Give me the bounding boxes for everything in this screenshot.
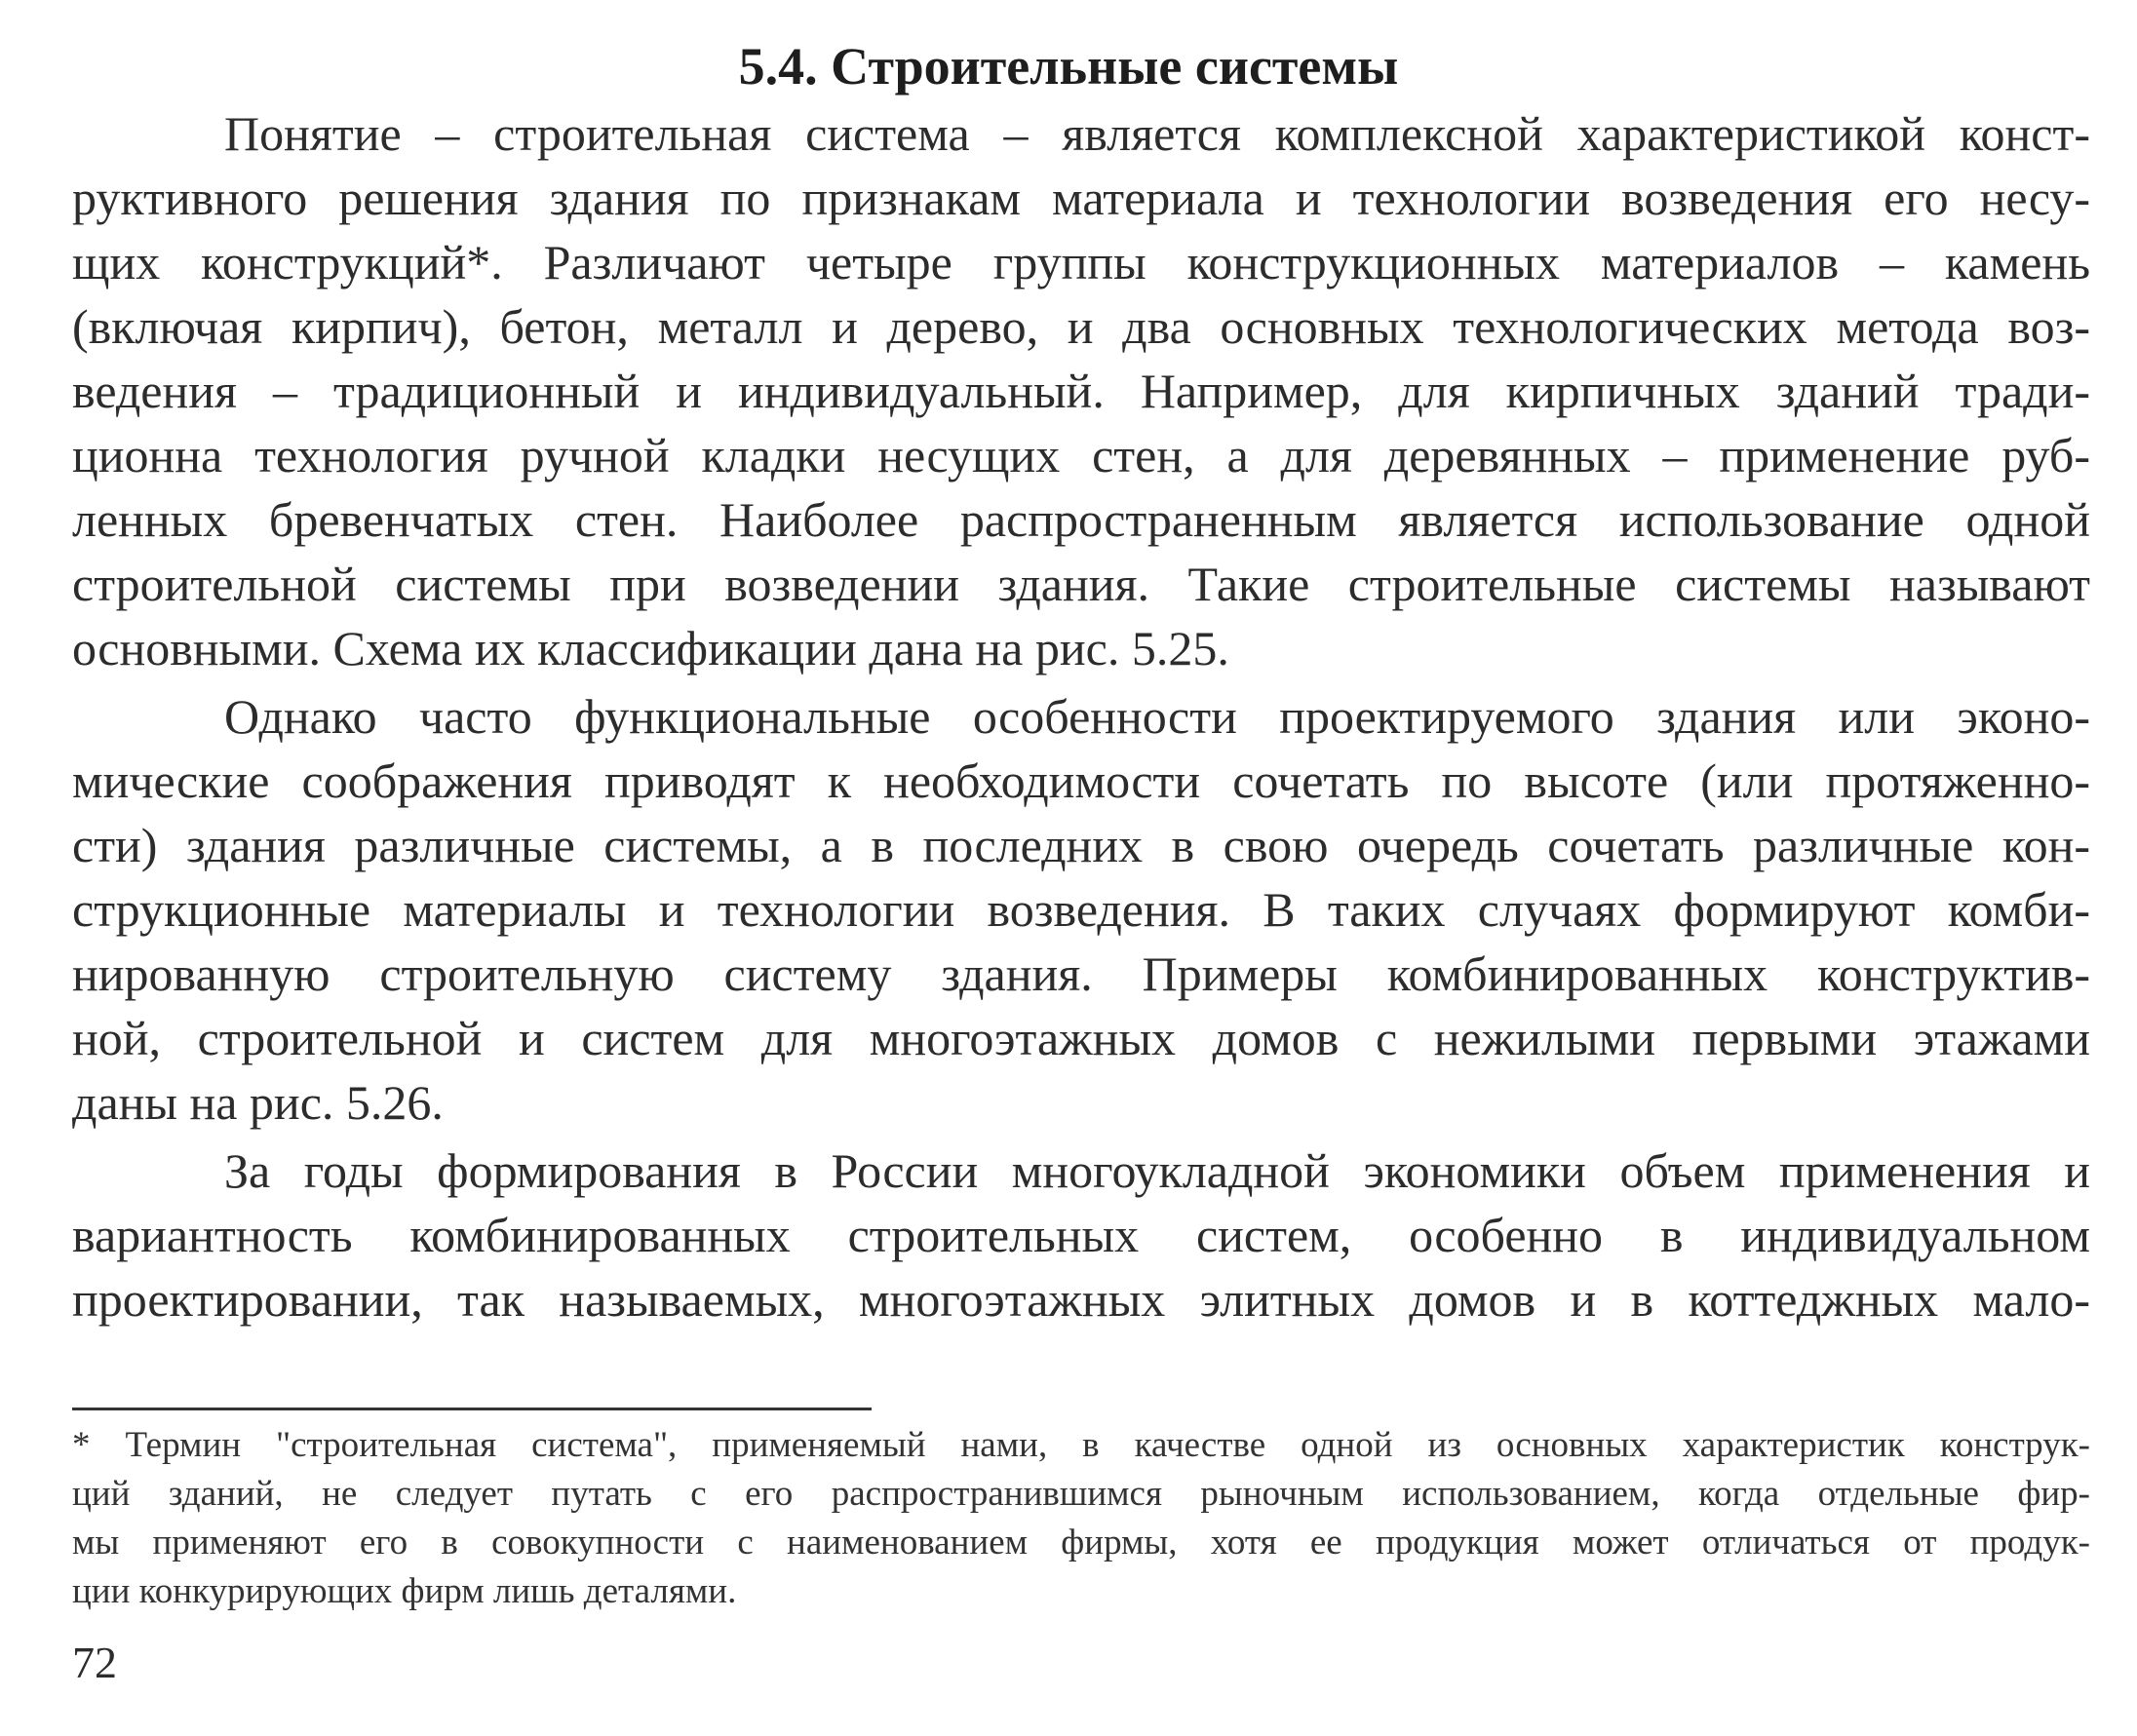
section-title: 5.4. Строительные системы <box>738 37 1399 96</box>
paragraph-line: Однако часто функциональные особенности проектируемого здания или эконо- <box>224 689 2090 744</box>
footnote-line: ции конкурирующих фирм лишь деталями. <box>72 1571 737 1611</box>
paragraph-line: проектировании, так называемых, многоэтажных элитных домов и в коттеджных мало- <box>72 1272 2090 1327</box>
paragraph-line: сти) здания различные системы, а в последних в свою очередь сочетать различные кон- <box>72 818 2090 872</box>
page-number: 72 <box>72 1638 117 1687</box>
footnote-divider <box>72 1408 872 1410</box>
paragraph-line: ной, строительной и систем для многоэтажных домов с нежилыми первыми этажами <box>72 1011 2090 1065</box>
paragraph-line: За годы формирования в России многоукладной экономики объем применения и <box>224 1143 2090 1198</box>
footnote-line: * Термин "строительная система", применяемый нами, в качестве одной из основных характеристик конструк- <box>72 1425 2090 1465</box>
paragraph-line: мические соображения приводят к необходимости сочетать по высоте (или протяженно- <box>72 753 2090 808</box>
paragraph-line: ленных бревенчатых стен. Наиболее распространенным является использование одной <box>72 492 2090 547</box>
paragraph-line: строительной системы при возведении здания. Такие строительные системы называют <box>72 557 2090 611</box>
paragraph-line: щих конструкций*. Различают четыре группы конструкционных материалов – камень <box>72 235 2090 289</box>
paragraph-line: Понятие – строительная система – является комплексной характеристикой конст- <box>224 106 2090 161</box>
paragraph-line: струкционные материалы и технологии возведения. В таких случаях формируют комби- <box>72 882 2090 937</box>
footnote-line: мы применяют его в совокупности с наименованием фирмы, хотя ее продукция может отличаться от продук- <box>72 1523 2090 1562</box>
footnote-line: ций зданий, не следует путать с его распространившимся рыночным использованием, когда отдельные фир- <box>72 1474 2090 1514</box>
paragraph-line: даны на рис. 5.26. <box>72 1075 444 1130</box>
paragraph-line: нированную строительную систему здания. Примеры комбинированных конструктив- <box>72 946 2090 1001</box>
paragraph-line: (включая кирпич), бетон, металл и дерево, и два основных технологических метода воз- <box>72 299 2090 354</box>
paragraph-line: ведения – традиционный и индивидуальный. Например, для кирпичных зданий тради- <box>72 364 2090 418</box>
paragraph-line: руктивного решения здания по признакам материала и технологии возведения его несу- <box>72 171 2090 225</box>
paragraph-line: ционна технология ручной кладки несущих стен, а для деревянных – применение руб- <box>72 428 2090 482</box>
paragraph-line: вариантность комбинированных строительных систем, особенно в индивидуальном <box>72 1208 2090 1262</box>
paragraph-line: основными. Схема их классификации дана на рис. 5.25. <box>72 621 1229 675</box>
